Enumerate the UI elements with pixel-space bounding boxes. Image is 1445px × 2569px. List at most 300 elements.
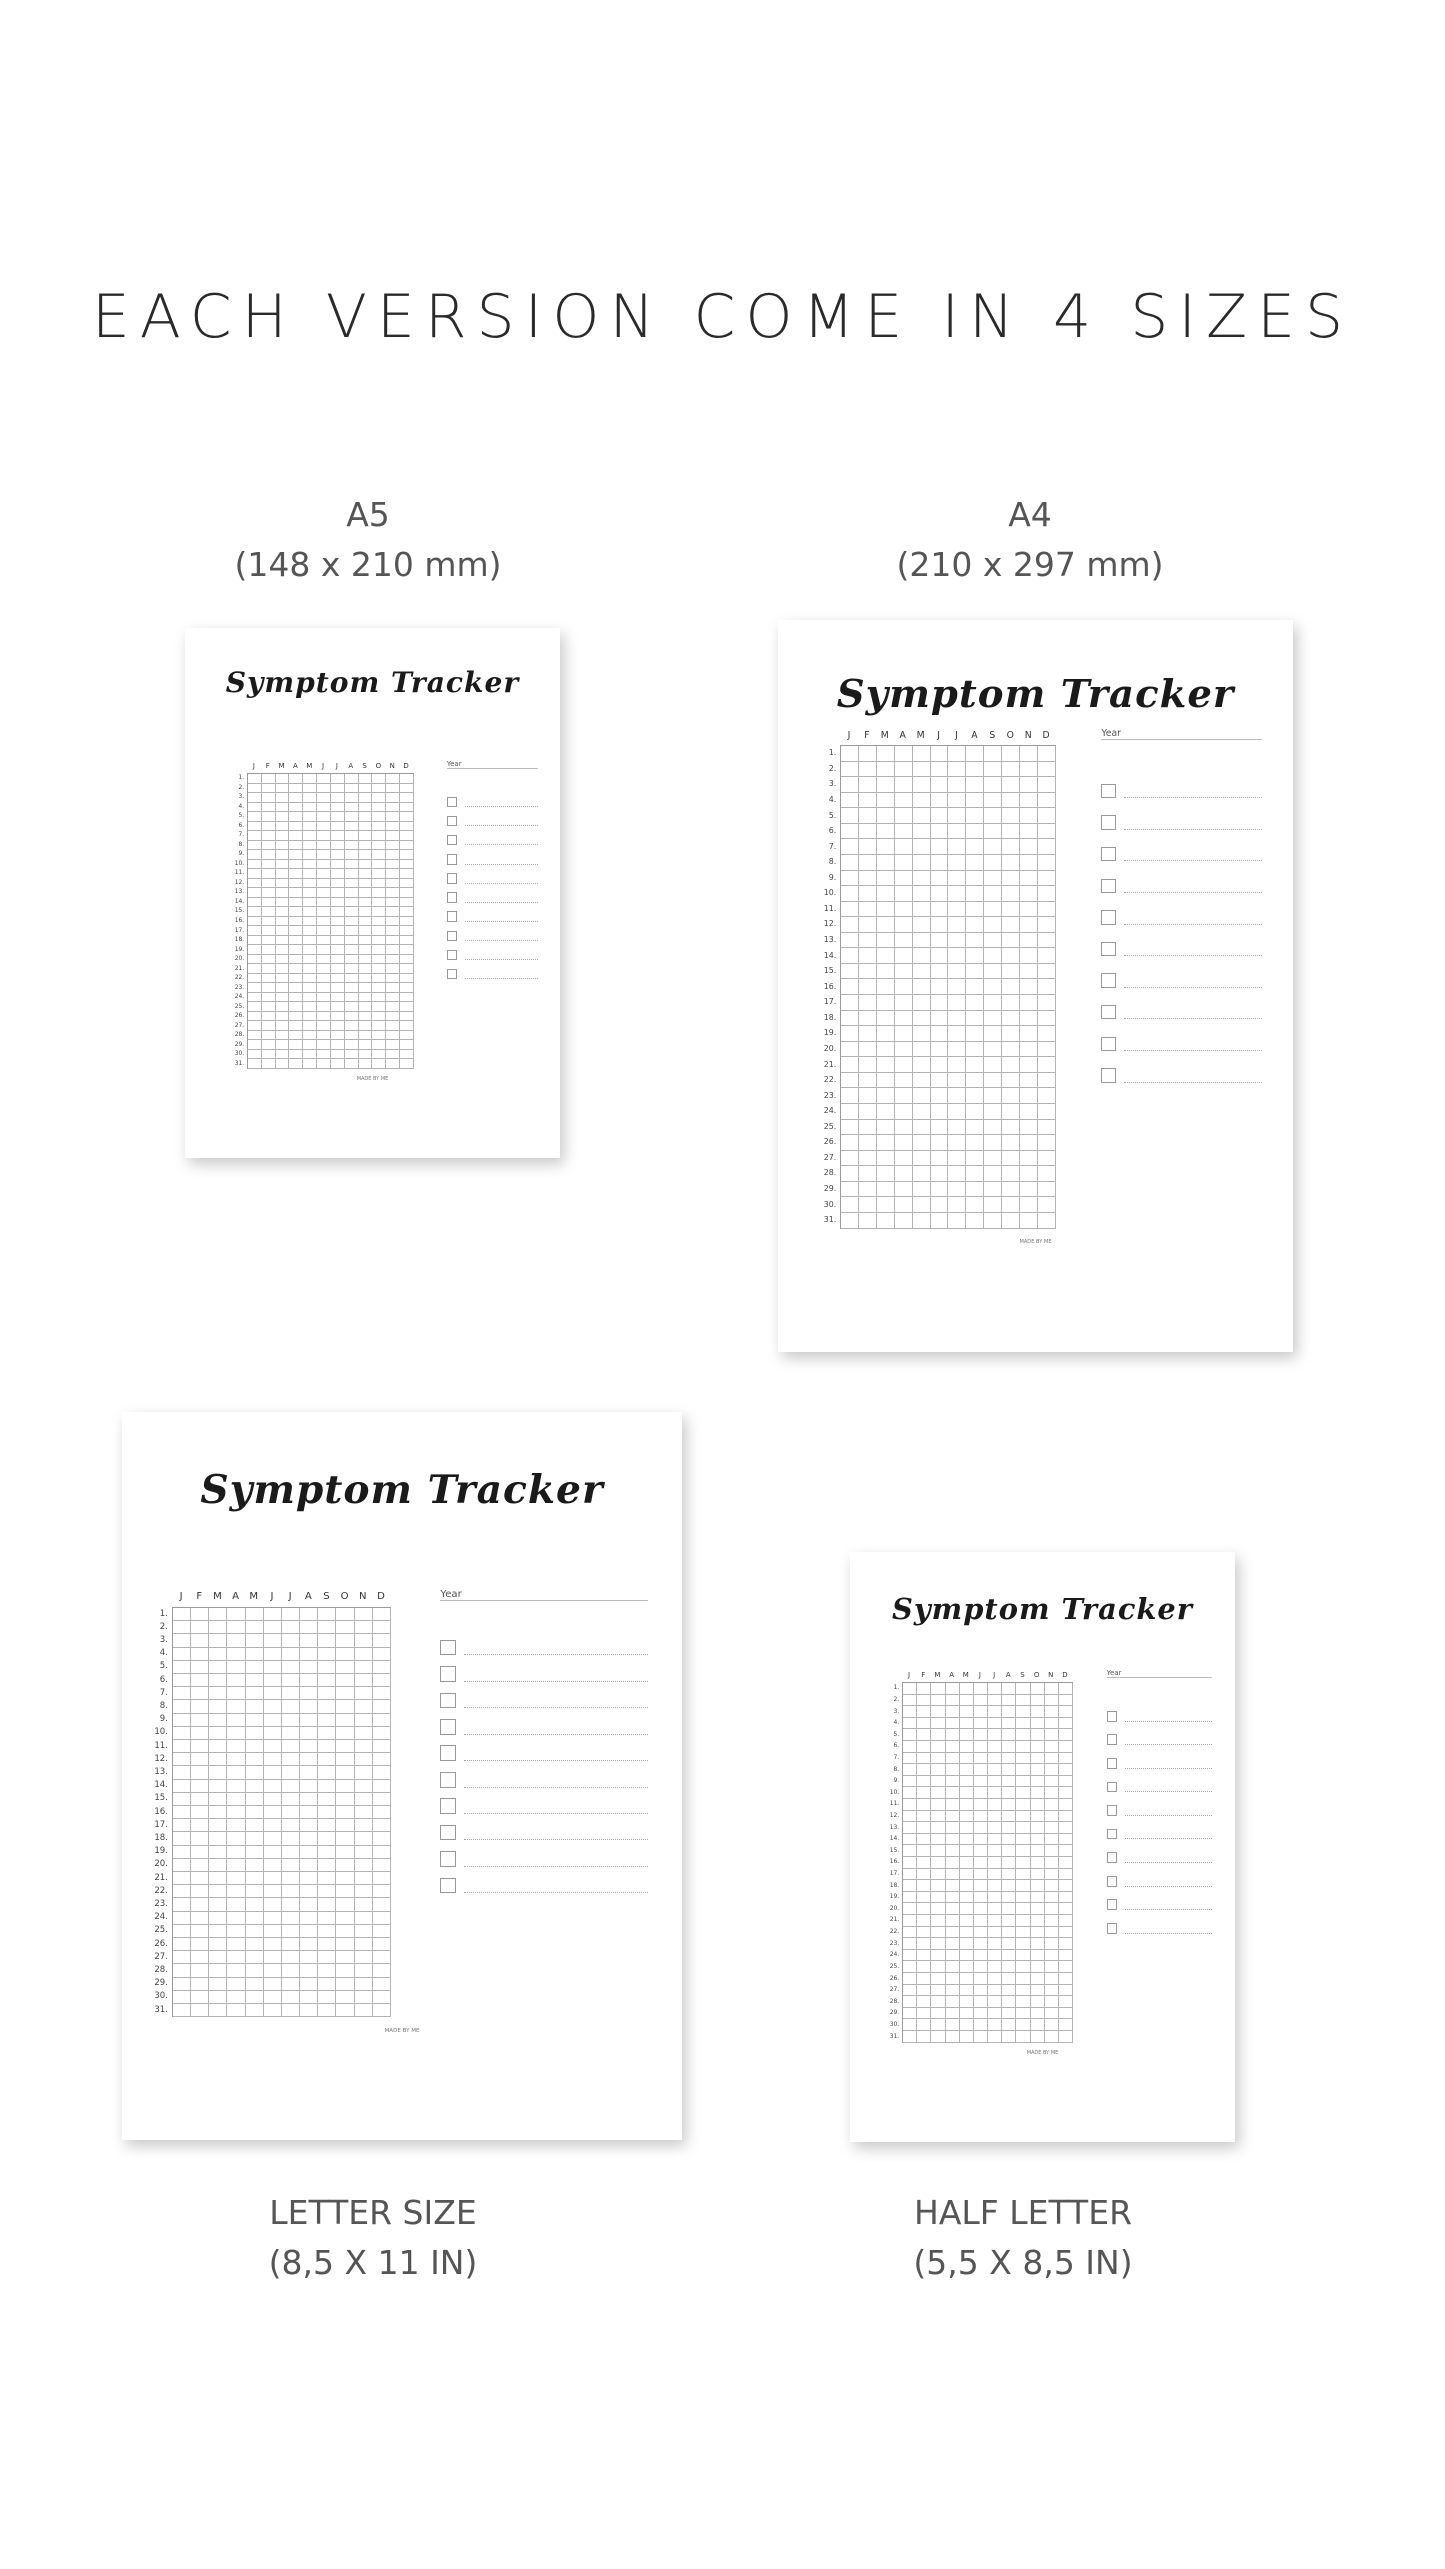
grid-cell [345, 812, 359, 822]
grid-cell [318, 1740, 336, 1753]
grid-cell [903, 1776, 917, 1788]
grid-cell [336, 1846, 354, 1859]
grid-cell [984, 824, 1002, 840]
grid-cell [276, 983, 290, 993]
write-in-line [1124, 860, 1262, 861]
grid-cell [1031, 1822, 1045, 1834]
grid-cell [359, 936, 373, 946]
grid-cell [1045, 2031, 1059, 2043]
grid-cell [1002, 2019, 1016, 2031]
grid-cell [345, 793, 359, 803]
grid-cell [282, 1780, 300, 1793]
day-label: 17. [234, 926, 245, 934]
grid-cell [289, 974, 303, 984]
grid-cell [917, 1834, 931, 1846]
checkbox-square [447, 835, 458, 846]
write-in-line [464, 1681, 648, 1682]
day-label: 9. [238, 850, 245, 858]
grid-cell [300, 1793, 318, 1806]
checkbox-square [1107, 1899, 1118, 1910]
grid-cell [1059, 1903, 1073, 1915]
write-in-line [464, 1813, 648, 1814]
grid-cell [966, 1011, 984, 1027]
day-label: 31. [889, 2032, 900, 2040]
grid-cell [276, 888, 290, 898]
grid-cell [1059, 1741, 1073, 1753]
grid-cell [386, 1059, 400, 1069]
grid-cell [988, 1985, 1002, 1997]
grid-cell [373, 1859, 391, 1872]
month-label: M [916, 730, 925, 742]
sheet-footer: MADE BY ME [384, 2028, 420, 2035]
grid-cell [227, 1991, 245, 2004]
grid-cell [903, 1985, 917, 1997]
grid-cell [841, 824, 859, 840]
grid-cell [227, 1951, 245, 1964]
grid-cell [946, 1695, 960, 1707]
grid-cell [173, 1634, 191, 1647]
grid-cell [359, 803, 373, 813]
day-label: 22. [154, 1885, 168, 1896]
grid-cell [859, 777, 877, 793]
grid-cell [948, 902, 966, 918]
grid-cell [276, 774, 290, 784]
grid-cell [917, 1950, 931, 1962]
grid-cell [917, 2031, 931, 2043]
grid-cell [282, 1859, 300, 1872]
grid-cell [191, 1766, 209, 1779]
grid-cell [948, 793, 966, 809]
grid-cell [303, 926, 317, 936]
month-label: A [971, 730, 978, 742]
day-label: 5. [238, 812, 245, 820]
grid-cell [903, 1706, 917, 1718]
symptom-row [447, 931, 538, 942]
grid-cell [209, 1661, 227, 1674]
sheet-title: Symptom Tracker [200, 1467, 604, 1513]
grid-cell [1045, 1927, 1059, 1939]
grid-cell [276, 784, 290, 794]
grid-cell [262, 917, 276, 927]
grid-cell [209, 1621, 227, 1634]
grid-cell [1002, 1822, 1016, 1834]
grid-cell [373, 1740, 391, 1753]
grid-cell [984, 902, 1002, 918]
grid-cell [1045, 1822, 1059, 1834]
grid-cell [1059, 1787, 1073, 1799]
grid-cell [931, 1718, 945, 1730]
grid-cell [1016, 1996, 1030, 2008]
grid-cell [974, 1903, 988, 1915]
grid-cell [1002, 839, 1020, 855]
grid-cell [1031, 1892, 1045, 1904]
grid-cell [373, 1621, 391, 1634]
grid-cell [1045, 1973, 1059, 1985]
day-label: 6. [893, 1742, 900, 1750]
grid-cell [1059, 1753, 1073, 1765]
grid-cell [318, 1648, 336, 1661]
checkbox-square [447, 950, 458, 961]
write-in-line [465, 825, 537, 826]
grid-cell [966, 964, 984, 980]
grid-cell [974, 1706, 988, 1718]
grid-cell [931, 871, 949, 887]
day-label: 26. [823, 1137, 837, 1147]
grid-cell [331, 850, 345, 860]
grid-cell [1002, 1706, 1016, 1718]
grid-cell [331, 983, 345, 993]
grid-cell [841, 917, 859, 933]
grid-cell [877, 995, 895, 1011]
grid-cell [1020, 1197, 1038, 1213]
day-label: 3. [828, 779, 837, 789]
grid-cell [227, 1806, 245, 1819]
grid-cell [877, 1197, 895, 1213]
grid-cell [373, 1674, 391, 1687]
grid-cell [966, 1104, 984, 1120]
symptom-row [1107, 1782, 1212, 1793]
write-in-line [465, 921, 537, 922]
grid-cell [359, 1059, 373, 1069]
grid-cell [841, 995, 859, 1011]
grid-cell [248, 831, 262, 841]
grid-cell [264, 1700, 282, 1713]
grid-cell [373, 1661, 391, 1674]
grid-cell [946, 1753, 960, 1765]
grid-cell [173, 1964, 191, 1977]
day-label: 8. [893, 1765, 900, 1773]
grid-cell [960, 1822, 974, 1834]
grid-cell [931, 1845, 945, 1857]
grid-cell [1016, 2031, 1030, 2043]
grid-cell [318, 1978, 336, 1991]
grid-cell [400, 1002, 414, 1012]
grid-cell [1045, 1903, 1059, 1915]
grid-cell [1016, 1776, 1030, 1788]
grid-cell [264, 1912, 282, 1925]
grid-cell [1059, 1729, 1073, 1741]
grid-cell [988, 1950, 1002, 1962]
grid-cell [931, 824, 949, 840]
grid-cell [336, 1648, 354, 1661]
grid-cell [903, 1903, 917, 1915]
grid-cell [931, 1011, 949, 1027]
grid-cell [372, 812, 386, 822]
day-label: 11. [823, 903, 837, 913]
symptom-checklist [447, 797, 538, 980]
day-label: 26. [154, 1938, 168, 1949]
grid-cell [966, 855, 984, 871]
grid-cell [1045, 1938, 1059, 1950]
grid-cell [303, 1059, 317, 1069]
grid-cell [318, 1793, 336, 1806]
symptom-row [1101, 1005, 1262, 1019]
grid-cell [373, 1912, 391, 1925]
grid-cell [264, 1991, 282, 2004]
grid-cell [877, 824, 895, 840]
grid-cell [209, 1846, 227, 1859]
grid-cell [191, 1621, 209, 1634]
checkbox-square [440, 1798, 456, 1814]
day-label: 1. [828, 748, 837, 758]
grid-cell [948, 1151, 966, 1167]
grid-cell [227, 1766, 245, 1779]
day-label: 11. [889, 1800, 900, 1808]
grid-cell [372, 907, 386, 917]
grid-cell [841, 948, 859, 964]
grid-cell [246, 1674, 264, 1687]
month-label: F [864, 730, 870, 742]
grid-cell [227, 1661, 245, 1674]
grid-cell [373, 1753, 391, 1766]
grid-cell [355, 1608, 373, 1621]
grid-cell [1016, 1915, 1030, 1927]
grid-cell [1059, 1683, 1073, 1695]
grid-cell [282, 1753, 300, 1766]
grid-cell [1002, 1869, 1016, 1881]
grid-cell [318, 1661, 336, 1674]
grid-cell [303, 936, 317, 946]
grid-cell [282, 1674, 300, 1687]
grid-cell [974, 1950, 988, 1962]
grid-cell [289, 888, 303, 898]
grid-cell [318, 1753, 336, 1766]
grid-cell [974, 1973, 988, 1985]
grid-cell [931, 2031, 945, 2043]
grid-cell [917, 1741, 931, 1753]
grid-cell [227, 1819, 245, 1832]
tracker-grid [902, 1682, 1073, 2043]
grid-cell [282, 1634, 300, 1647]
grid-cell [1016, 1822, 1030, 1834]
grid-cell [173, 1991, 191, 2004]
grid-cell [1020, 762, 1038, 778]
grid-cell [948, 871, 966, 887]
grid-cell [248, 850, 262, 860]
day-label: 9. [828, 872, 837, 882]
grid-cell [859, 1088, 877, 1104]
grid-cell [1059, 1764, 1073, 1776]
checkbox-square [1107, 1829, 1118, 1840]
grid-cell [917, 1961, 931, 1973]
grid-cell [262, 888, 276, 898]
grid-cell [264, 1951, 282, 1964]
grid-cell [895, 1104, 913, 1120]
grid-cell [1031, 1903, 1045, 1915]
grid-cell [289, 793, 303, 803]
grid-cell [1038, 871, 1056, 887]
grid-cell [303, 869, 317, 879]
day-label: 16. [889, 1858, 900, 1866]
grid-cell [984, 1213, 1002, 1229]
grid-cell [331, 888, 345, 898]
grid-cell [173, 2004, 191, 2017]
grid-cell [895, 979, 913, 995]
grid-cell [931, 855, 949, 871]
grid-cell [960, 1695, 974, 1707]
grid-cell [948, 1135, 966, 1151]
grid-cell [1002, 1973, 1016, 1985]
grid-cell [227, 1938, 245, 1951]
grid-cell [318, 1766, 336, 1779]
grid-cell [913, 1104, 931, 1120]
grid-cell [289, 784, 303, 794]
month-label: J [978, 1670, 981, 1679]
symptom-row [1107, 1923, 1212, 1934]
grid-cell [336, 1621, 354, 1634]
grid-cell [282, 1885, 300, 1898]
grid-cell [282, 1819, 300, 1832]
grid-cell [1045, 1915, 1059, 1927]
symptom-row [447, 835, 538, 846]
grid-cell [264, 1621, 282, 1634]
symptom-row [440, 1825, 648, 1841]
grid-cell [336, 1859, 354, 1872]
grid-cell [931, 886, 949, 902]
grid-cell [386, 936, 400, 946]
grid-cell [1002, 1996, 1016, 2008]
grid-cell [248, 793, 262, 803]
grid-cell [264, 1819, 282, 1832]
grid-cell [913, 1011, 931, 1027]
grid-cell [303, 803, 317, 813]
grid-cell [1020, 1057, 1038, 1073]
grid-cell [984, 1042, 1002, 1058]
grid-cell [282, 1766, 300, 1779]
day-label: 19. [889, 1893, 900, 1901]
grid-cell [974, 1718, 988, 1730]
grid-cell [317, 822, 331, 832]
grid-cell [1002, 1011, 1020, 1027]
grid-cell [331, 812, 345, 822]
grid-cell [841, 1073, 859, 1089]
grid-cell [276, 1021, 290, 1031]
grid-cell [246, 1608, 264, 1621]
day-label: 7. [893, 1753, 900, 1761]
day-label: 12. [234, 878, 245, 886]
grid-cell [336, 1766, 354, 1779]
grid-cell [317, 936, 331, 946]
symptom-checklist [1107, 1711, 1212, 1934]
grid-cell [209, 1714, 227, 1727]
grid-cell [974, 1892, 988, 1904]
grid-cell [931, 746, 949, 762]
grid-cell [355, 1714, 373, 1727]
grid-cell [303, 822, 317, 832]
grid-cell [960, 1938, 974, 1950]
grid-cell [276, 1012, 290, 1022]
grid-cell [960, 1811, 974, 1823]
month-label: J [252, 761, 255, 770]
day-labels [885, 1682, 899, 2042]
grid-cell [317, 888, 331, 898]
grid-cell [276, 1002, 290, 1012]
grid-cell [227, 1925, 245, 1938]
grid-cell [903, 1683, 917, 1695]
grid-cell [300, 1674, 318, 1687]
grid-cell [317, 879, 331, 889]
grid-cell [191, 1964, 209, 1977]
day-label: 16. [823, 981, 837, 991]
day-label: 30. [154, 1991, 168, 2002]
day-label: 17. [154, 1819, 168, 1830]
grid-cell [276, 917, 290, 927]
grid-cell [400, 784, 414, 794]
day-label: 27. [823, 1152, 837, 1162]
grid-cell [289, 841, 303, 851]
grid-cell [373, 1687, 391, 1700]
month-label: A [949, 1670, 954, 1679]
grid-cell [372, 869, 386, 879]
grid-cell [282, 1872, 300, 1885]
grid-cell [960, 1961, 974, 1973]
grid-cell [913, 871, 931, 887]
grid-cell [336, 1951, 354, 1964]
grid-cell [1031, 1869, 1045, 1881]
month-label: J [955, 730, 958, 742]
grid-cell [355, 1727, 373, 1740]
grid-cell [948, 1011, 966, 1027]
grid-cell [289, 1021, 303, 1031]
grid-cell [262, 879, 276, 889]
grid-cell [318, 1991, 336, 2004]
grid-cell [841, 902, 859, 918]
grid-cell [877, 979, 895, 995]
grid-cell [359, 964, 373, 974]
grid-cell [209, 1832, 227, 1845]
month-label: M [213, 1590, 222, 1602]
grid-cell [1031, 1764, 1045, 1776]
grid-cell [300, 1806, 318, 1819]
grid-cell [373, 1964, 391, 1977]
grid-cell [1059, 1950, 1073, 1962]
month-label: M [880, 730, 889, 742]
grid-cell [1045, 1961, 1059, 1973]
grid-cell [246, 1714, 264, 1727]
day-label: 27. [234, 1021, 245, 1029]
grid-cell [372, 888, 386, 898]
grid-cell [841, 979, 859, 995]
grid-cell [1016, 1764, 1030, 1776]
grid-cell [248, 926, 262, 936]
grid-cell [948, 746, 966, 762]
grid-cell [300, 1846, 318, 1859]
grid-cell [373, 1938, 391, 1951]
grid-cell [966, 886, 984, 902]
grid-cell [931, 1903, 945, 1915]
day-label: 15. [154, 1793, 168, 1804]
grid-cell [400, 793, 414, 803]
grid-cell [400, 898, 414, 908]
grid-cell [1045, 1753, 1059, 1765]
grid-cell [841, 933, 859, 949]
grid-cell [276, 936, 290, 946]
grid-cell [1038, 948, 1056, 964]
grid-cell [400, 945, 414, 955]
grid-cell [931, 1683, 945, 1695]
grid-cell [1038, 995, 1056, 1011]
grid-cell [917, 1753, 931, 1765]
grid-cell [913, 1166, 931, 1182]
grid-cell [960, 1927, 974, 1939]
grid-cell [303, 974, 317, 984]
grid-cell [373, 1832, 391, 1845]
grid-cell [1059, 1706, 1073, 1718]
write-in-line [1125, 1815, 1211, 1816]
grid-cell [209, 1964, 227, 1977]
grid-cell [303, 812, 317, 822]
grid-cell [289, 926, 303, 936]
